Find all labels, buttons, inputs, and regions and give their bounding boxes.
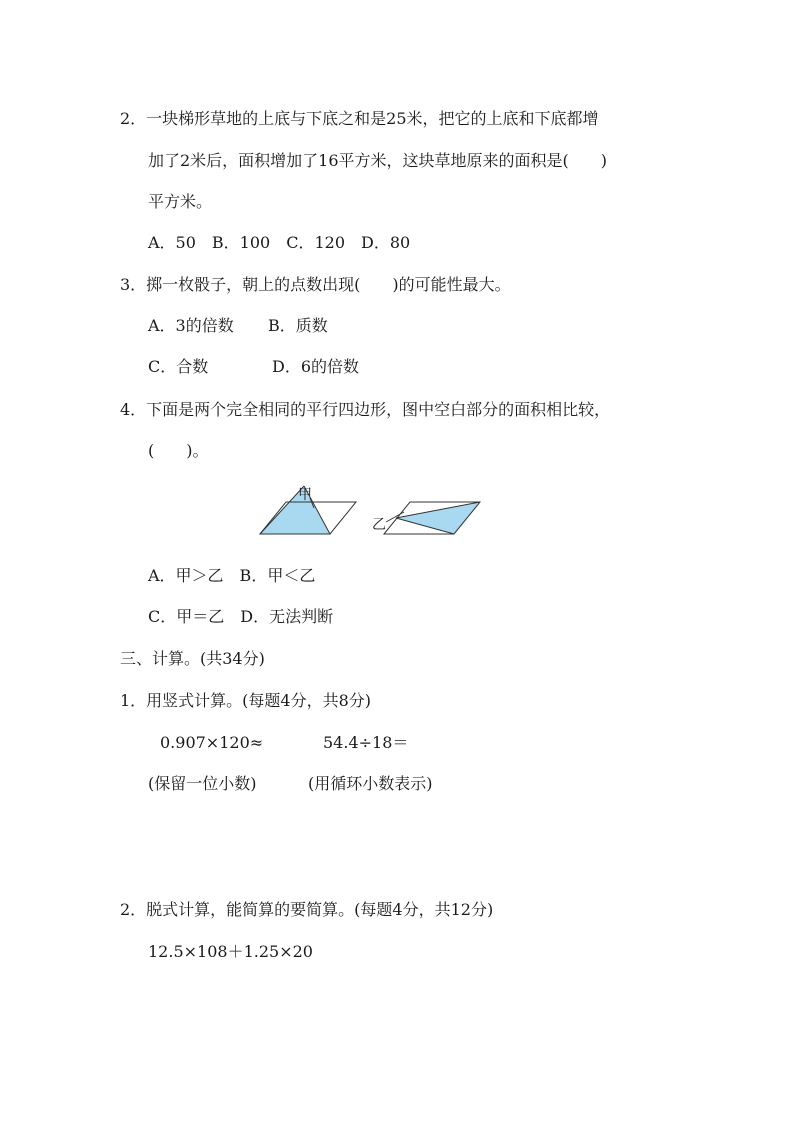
q3-option-b: B．质数 [268,316,328,335]
q4-line-1: 4．下面是两个完全相同的平行四边形，图中空白部分的面积相比较， [120,400,611,419]
q2-line-3: 平方米。 [148,192,213,211]
q3-text: 3．掷一枚骰子，朝上的点数出现( )的可能性最大。 [120,275,511,294]
q4-options-row-1: A．甲＞乙 B．甲＜乙 [148,566,316,585]
q2-options: A．50 B．100 C．120 D．80 [148,233,411,252]
parallelogram-yi [372,502,480,534]
section-3-heading: 三、计算。(共34分) [120,649,265,668]
problem-1-note-2: (用循环小数表示) [308,774,433,793]
q4-options-row-2: C．甲＝乙 D．无法判断 [148,607,334,626]
problem-2-title: 2．脱式计算，能简算的要简算。(每题4分，共12分) [120,900,494,919]
q3-option-a: A．3的倍数 [148,316,234,335]
q3-option-c: C．合数 [148,357,209,376]
q3-option-d: D．6的倍数 [272,357,360,376]
problem-2-expression-1: 12.5×108＋1.25×20 [148,942,313,961]
problem-1-expression-2: 54.4÷18＝ [323,733,409,752]
parallelogram-figure [258,484,484,542]
q4-line-2: ( )。 [148,441,209,460]
label-jia: 甲 [298,487,312,503]
label-yi: 乙 [372,517,386,533]
problem-1-note-1: (保留一位小数) [148,774,257,793]
q2-line-2: 加了2米后，面积增加了16平方米，这块草地原来的面积是( ) [148,151,608,170]
q2-line-1: 2．一块梯形草地的上底与下底之和是25米，把它的上底和下底都增 [120,109,599,128]
parallelogram-jia [260,486,356,534]
problem-1-expression-1: 0.907×120≈ [160,733,264,752]
problem-1-title: 1．用竖式计算。(每题4分，共8分) [120,691,372,710]
jia-shaded-triangle [260,486,330,534]
